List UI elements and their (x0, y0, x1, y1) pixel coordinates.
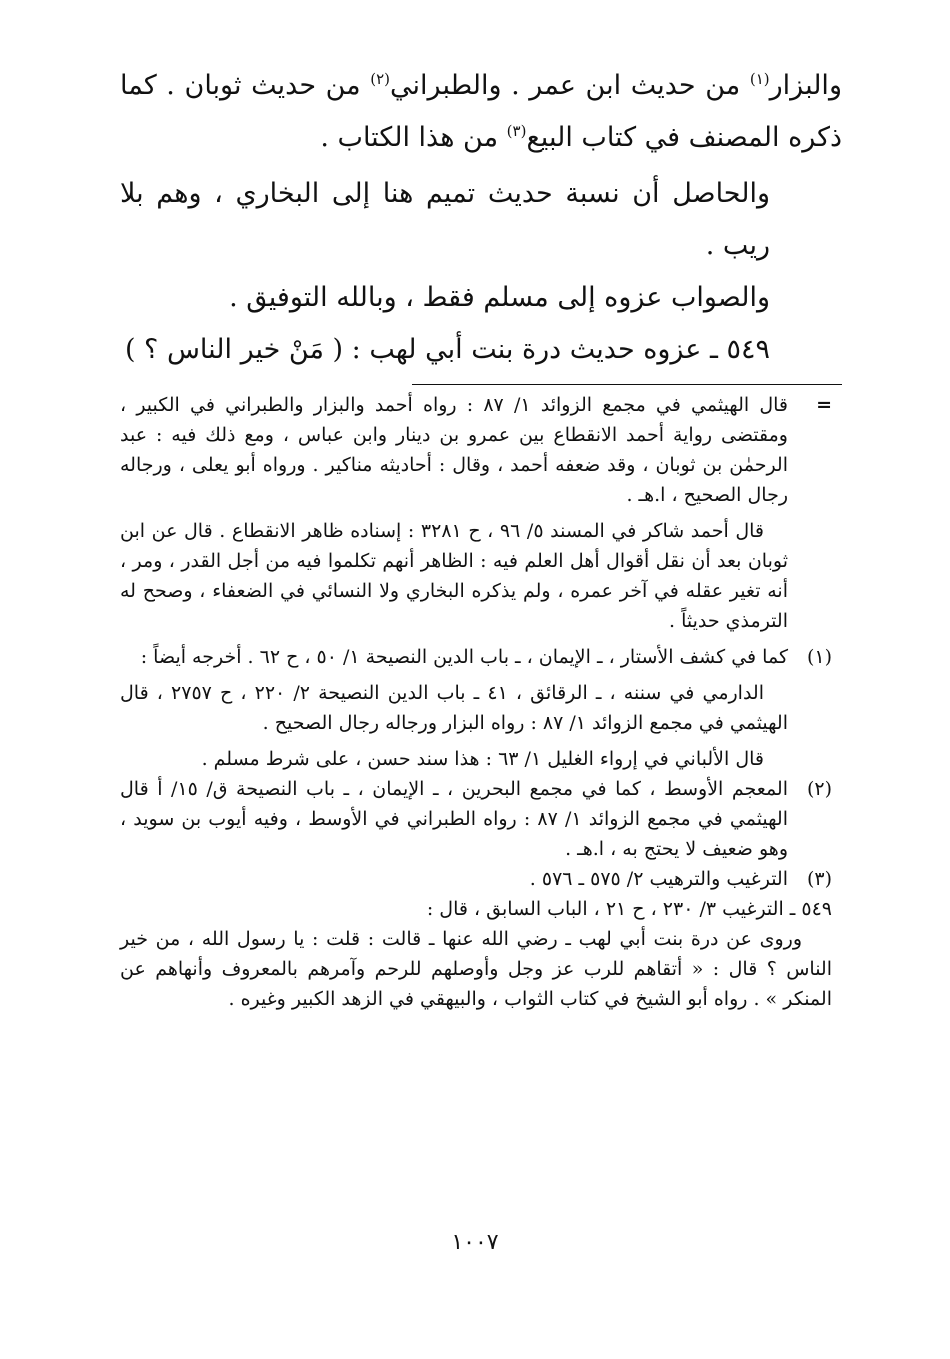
footnote-1 (120, 642, 832, 672)
footnote-ref-3[interactable]: (٣) (506, 122, 527, 140)
footnote-separator (412, 384, 842, 385)
footnote-2-number: (٢) (806, 778, 832, 800)
footnote-continued (120, 390, 832, 510)
note-549-heading: ٥٤٩ ـ الترغيب ٣/ ٢٣٠ ، ح ٢١ ، الباب السابق ، قال : (426, 898, 832, 920)
footnote-1-text: كما في كشف الأستار ، ـ الإيمان ، ـ باب الدين النصيحة ١/ ٥٠ ، ح ٦٢ . أخرجه أيضاً : (140, 646, 788, 668)
main-p1-part-a: والبزار (769, 70, 842, 101)
footnote-1-albani: قال الألباني في إرواء الغليل ١/ ٦٣ : هذا سند حسن ، على شرط مسلم . (201, 748, 764, 770)
footnotes (120, 390, 832, 1014)
footnote-3 (120, 864, 832, 894)
footnote-1-darimi: الدارمي في سننه ، ـ الرقائق ، ٤١ ـ باب الدين النصيحة ٢/ ٢٢٠ ، ح ٢٧٥٧ ، قال الهيثمي في مجمع الزوائد ١/ ٨٧ : رواه البزار ورجاله رجال الصحيح . (120, 682, 788, 734)
footnote-1-number: (١) (806, 646, 832, 668)
main-paragraph-3: والصواب عزوه إلى مسلم فقط ، وبالله التوفيق . (229, 282, 770, 313)
footnote-shakir-paragraph: قال أحمد شاكر في المسند ٥/ ٩٦ ، ح ٣٢٨١ : إسناده ظاهر الانقطاع . قال عن ابن ثوبان بعد أن نقل أقوال أهل العلم فيه : الظاهر أنهم تكلموا فيه من أجل القدر ، ومر ، أنه تغير عقله في آخر عمره ، ولم يذكره البخاري ولا النسائي في الضعفاء ، وصحح له الترمذي حديثاً . (120, 520, 788, 632)
footnote-2-text: المعجم الأوسط ، كما في مجمع البحرين ، ـ الإيمان ، ـ باب النصيحة ق/ ١٥/ أ قال الهيثمي في مجمع الزوائد ١/ ٨٧ : رواه الطبراني في الأوسط ، وفيه أيوب بن سويد ، وهو ضعيف لا يحتج به ، ا.هـ . (120, 778, 788, 860)
page-number: ١٠٠٧ (451, 1230, 499, 1255)
note-549-text: وروى عن درة بنت أبي لهب ـ رضي الله عنها ـ قالت : قلت : يا رسول الله ، من خير الناس ؟ قال : « أتقاهم للرب عز وجل وأوصلهم للرحم وآمرهم بالمعروف وأنهاهم عن المنكر » . رواه أبو الشيخ في كتاب الثواب ، والبيهقي في الزهد الكبير وغيره . (120, 928, 832, 1010)
footnote-continued-text: قال الهيثمي في مجمع الزوائد ١/ ٨٧ : رواه أحمد والبزار والطبراني في الكبير ، ومقتضى رواية أحمد الانقطاع بين عمرو بن دينار وابن عباس ، ومع ذلك فيه : عبد الرحمٰن بن ثوبان ، وقد ضعفه أحمد ، وقال : أحاديثه مناكير . ورواه أبو يعلى ، ورجاله رجال الصحيح ، ا.هـ . (120, 394, 788, 506)
continuation-mark: = (816, 394, 832, 416)
main-paragraph-1 (120, 60, 842, 164)
main-p1-part-c: من حديث ثوبان . كما ذكره المصنف في كتاب البيع (120, 70, 842, 153)
footnote-ref-2[interactable]: (٢) (370, 70, 391, 88)
footnote-2 (120, 774, 832, 864)
footnote-3-number: (٣) (806, 868, 832, 890)
main-p1-part-d: من هذا الكتاب . (320, 122, 499, 153)
footnote-ref-1[interactable]: (١) (749, 70, 770, 88)
main-paragraph-2: والحاصل أن نسبة حديث تميم هنا إلى البخاري ، وهم بلا ريب . (120, 178, 770, 261)
section-heading-549: ٥٤٩ ـ عزوه حديث درة بنت أبي لهب : ( مَنْ خير الناس ؟ ) (124, 334, 770, 365)
main-text (120, 60, 842, 376)
footnote-3-text: الترغيب والترهيب ٢/ ٥٧٥ ـ ٥٧٦ . (529, 868, 788, 890)
main-p1-part-b: من حديث ابن عمر . والطبراني (390, 70, 741, 101)
